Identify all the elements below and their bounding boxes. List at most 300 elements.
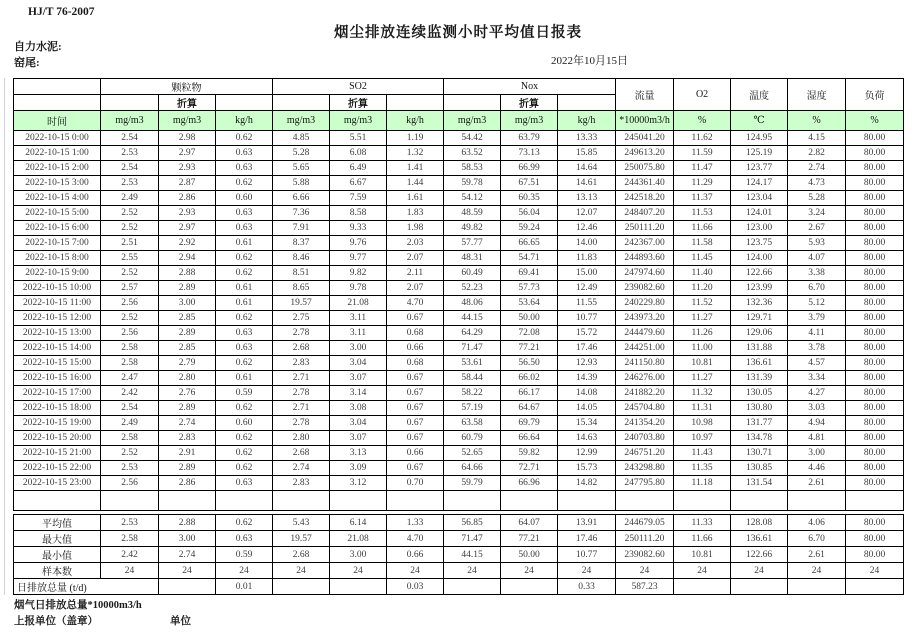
value-cell: 80.00 bbox=[846, 386, 904, 401]
value-cell: 24 bbox=[387, 563, 444, 579]
value-cell: 8.51 bbox=[273, 266, 330, 281]
value-cell: 2.52 bbox=[101, 311, 159, 326]
column-humidity: 湿度 bbox=[788, 79, 846, 111]
value-cell: 14.00 bbox=[558, 236, 616, 251]
value-cell: 4.73 bbox=[788, 176, 846, 191]
value-cell: 0.59 bbox=[216, 386, 273, 401]
value-cell: 71.47 bbox=[444, 531, 501, 547]
time-cell: 2022-10-15 9:00 bbox=[14, 266, 101, 281]
value-cell: 5.51 bbox=[330, 131, 387, 146]
unit-cell: ℃ bbox=[731, 111, 788, 131]
value-cell: 3.04 bbox=[330, 356, 387, 371]
value-cell: 80.00 bbox=[846, 446, 904, 461]
time-cell: 2022-10-15 14:00 bbox=[14, 341, 101, 356]
blank-cell bbox=[444, 95, 501, 111]
value-cell: 11.40 bbox=[674, 266, 731, 281]
value-cell: 3.78 bbox=[788, 341, 846, 356]
time-cell: 2022-10-15 23:00 bbox=[14, 476, 101, 491]
value-cell: 12.99 bbox=[558, 446, 616, 461]
value-cell: 6.08 bbox=[330, 146, 387, 161]
value-cell: 0.62 bbox=[216, 311, 273, 326]
value-cell: 59.82 bbox=[501, 446, 558, 461]
time-cell: 2022-10-15 17:00 bbox=[14, 386, 101, 401]
time-cell: 2022-10-15 12:00 bbox=[14, 311, 101, 326]
value-cell: 58.44 bbox=[444, 371, 501, 386]
value-cell: 11.18 bbox=[674, 476, 731, 491]
value-cell bbox=[846, 579, 904, 595]
value-cell: 80.00 bbox=[846, 341, 904, 356]
value-cell: 8.58 bbox=[330, 206, 387, 221]
value-cell: 5.28 bbox=[273, 146, 330, 161]
value-cell: 2.54 bbox=[101, 161, 159, 176]
value-cell: 242518.20 bbox=[616, 191, 674, 206]
value-cell: 24 bbox=[159, 563, 216, 579]
blank-cell bbox=[501, 491, 558, 511]
value-cell: 21.08 bbox=[330, 296, 387, 311]
value-cell: 11.33 bbox=[674, 515, 731, 531]
value-cell: 3.13 bbox=[330, 446, 387, 461]
value-cell: 0.61 bbox=[216, 236, 273, 251]
value-cell: 2.93 bbox=[159, 161, 216, 176]
unit-label: 单位 bbox=[170, 616, 191, 627]
value-cell: 0.62 bbox=[216, 461, 273, 476]
value-cell: 0.63 bbox=[216, 326, 273, 341]
value-cell: 2.97 bbox=[159, 221, 216, 236]
blank-cell bbox=[616, 491, 674, 511]
blank-cell bbox=[558, 95, 616, 111]
value-cell: 244679.05 bbox=[616, 515, 674, 531]
value-cell: 5.65 bbox=[273, 161, 330, 176]
value-cell: 72.08 bbox=[501, 326, 558, 341]
value-cell: 66.17 bbox=[501, 386, 558, 401]
summary-row-label: 最小值 bbox=[14, 547, 101, 563]
value-cell: 0.63 bbox=[216, 161, 273, 176]
summary-row-label: 最大值 bbox=[14, 531, 101, 547]
value-cell: 53.64 bbox=[501, 296, 558, 311]
value-cell: 0.62 bbox=[216, 515, 273, 531]
value-cell: 1.41 bbox=[387, 161, 444, 176]
summary-rows bbox=[14, 515, 904, 595]
column-group-so2: SO2 bbox=[273, 79, 444, 95]
value-cell: 124.17 bbox=[731, 176, 788, 191]
main-table bbox=[13, 78, 904, 511]
blank-cell bbox=[14, 95, 101, 111]
value-cell: 2.58 bbox=[101, 431, 159, 446]
summary-row-label: 平均值 bbox=[14, 515, 101, 531]
value-cell: 241882.20 bbox=[616, 386, 674, 401]
table-row bbox=[14, 431, 904, 446]
value-cell: 0.66 bbox=[387, 341, 444, 356]
value-cell: 0.70 bbox=[387, 476, 444, 491]
value-cell: 5.12 bbox=[788, 296, 846, 311]
value-cell: 11.83 bbox=[558, 251, 616, 266]
value-cell: 24 bbox=[616, 563, 674, 579]
value-cell: 3.03 bbox=[788, 401, 846, 416]
table-row bbox=[14, 281, 904, 296]
value-cell: 0.66 bbox=[387, 446, 444, 461]
daily-total-label: 日排放总量 (t/d) bbox=[14, 579, 159, 595]
value-cell: 122.66 bbox=[731, 266, 788, 281]
blank-cell bbox=[216, 95, 273, 111]
value-cell: 59.24 bbox=[501, 221, 558, 236]
value-cell: 80.00 bbox=[846, 416, 904, 431]
value-cell: 2.74 bbox=[273, 461, 330, 476]
value-cell: 24 bbox=[674, 563, 731, 579]
value-cell: 241354.20 bbox=[616, 416, 674, 431]
value-cell: 56.04 bbox=[501, 206, 558, 221]
value-cell: 13.91 bbox=[558, 515, 616, 531]
value-cell: 2.94 bbox=[159, 251, 216, 266]
value-cell bbox=[159, 579, 216, 595]
value-cell: 0.67 bbox=[387, 416, 444, 431]
value-cell: 0.63 bbox=[216, 206, 273, 221]
column-group-nox: Nox bbox=[444, 79, 616, 95]
value-cell: 10.77 bbox=[558, 547, 616, 563]
value-cell: 3.00 bbox=[159, 296, 216, 311]
value-cell: 15.73 bbox=[558, 461, 616, 476]
value-cell: 12.07 bbox=[558, 206, 616, 221]
value-cell: 11.31 bbox=[674, 401, 731, 416]
value-cell: 131.54 bbox=[731, 476, 788, 491]
value-cell: 11.43 bbox=[674, 446, 731, 461]
value-cell: 80.00 bbox=[846, 356, 904, 371]
value-cell: 69.41 bbox=[501, 266, 558, 281]
value-cell: 64.07 bbox=[501, 515, 558, 531]
value-cell: 2.71 bbox=[273, 401, 330, 416]
value-cell: 6.66 bbox=[273, 191, 330, 206]
value-cell: 2.51 bbox=[101, 236, 159, 251]
value-cell: 3.24 bbox=[788, 206, 846, 221]
value-cell: 13.13 bbox=[558, 191, 616, 206]
value-cell: 239082.60 bbox=[616, 281, 674, 296]
value-cell: 3.07 bbox=[330, 431, 387, 446]
value-cell: 2.54 bbox=[101, 131, 159, 146]
value-cell: 587.23 bbox=[616, 579, 674, 595]
value-cell: 123.77 bbox=[731, 161, 788, 176]
summary-table bbox=[13, 514, 904, 595]
value-cell: 1.83 bbox=[387, 206, 444, 221]
value-cell: 2.68 bbox=[273, 547, 330, 563]
column-group-pm: 颗粒物 bbox=[101, 79, 273, 95]
value-cell: 2.61 bbox=[788, 547, 846, 563]
value-cell: 48.31 bbox=[444, 251, 501, 266]
value-cell: 12.49 bbox=[558, 281, 616, 296]
value-cell: 54.12 bbox=[444, 191, 501, 206]
blank-cell bbox=[14, 79, 101, 95]
value-cell: 13.33 bbox=[558, 131, 616, 146]
value-cell: 80.00 bbox=[846, 131, 904, 146]
value-cell: 2.92 bbox=[159, 236, 216, 251]
value-cell: 2.74 bbox=[159, 416, 216, 431]
value-cell: 10.81 bbox=[674, 547, 731, 563]
table-row bbox=[14, 341, 904, 356]
value-cell: 0.67 bbox=[387, 371, 444, 386]
blank-cell bbox=[674, 491, 731, 511]
value-cell: 14.61 bbox=[558, 176, 616, 191]
value-cell: 11.53 bbox=[674, 206, 731, 221]
value-cell: 242367.00 bbox=[616, 236, 674, 251]
value-cell: 1.33 bbox=[387, 515, 444, 531]
table-row bbox=[14, 326, 904, 341]
blank-cell bbox=[273, 491, 330, 511]
unit-cell: mg/m3 bbox=[273, 111, 330, 131]
value-cell: 123.00 bbox=[731, 221, 788, 236]
value-cell: 2.78 bbox=[273, 386, 330, 401]
value-cell: 0.61 bbox=[216, 281, 273, 296]
value-cell: 130.85 bbox=[731, 461, 788, 476]
value-cell: 14.82 bbox=[558, 476, 616, 491]
value-cell: 241150.80 bbox=[616, 356, 674, 371]
value-cell: 52.65 bbox=[444, 446, 501, 461]
value-cell: 7.36 bbox=[273, 206, 330, 221]
value-cell: 129.71 bbox=[731, 311, 788, 326]
value-cell: 2.47 bbox=[101, 371, 159, 386]
value-cell: 2.87 bbox=[159, 176, 216, 191]
value-cell: 49.82 bbox=[444, 221, 501, 236]
value-cell: 129.06 bbox=[731, 326, 788, 341]
table-row bbox=[14, 221, 904, 236]
value-cell: 64.66 bbox=[444, 461, 501, 476]
value-cell: 243298.80 bbox=[616, 461, 674, 476]
table-row bbox=[14, 476, 904, 491]
value-cell: 124.00 bbox=[731, 251, 788, 266]
value-cell: 9.82 bbox=[330, 266, 387, 281]
value-cell: 24 bbox=[846, 563, 904, 579]
value-cell: 63.79 bbox=[501, 131, 558, 146]
table-row bbox=[14, 296, 904, 311]
value-cell bbox=[273, 579, 330, 595]
value-cell: 2.74 bbox=[788, 161, 846, 176]
table-row bbox=[14, 401, 904, 416]
table-row bbox=[14, 461, 904, 476]
summary-row bbox=[14, 531, 904, 547]
value-cell: 3.08 bbox=[330, 401, 387, 416]
value-cell: 2.53 bbox=[101, 146, 159, 161]
value-cell: 4.07 bbox=[788, 251, 846, 266]
column-load: 负荷 bbox=[846, 79, 904, 111]
daily-total-row bbox=[14, 579, 904, 595]
value-cell: 4.81 bbox=[788, 431, 846, 446]
value-cell: 2.56 bbox=[101, 476, 159, 491]
value-cell: 123.75 bbox=[731, 236, 788, 251]
value-cell: 2.88 bbox=[159, 515, 216, 531]
value-cell: 80.00 bbox=[846, 311, 904, 326]
value-cell: 131.77 bbox=[731, 416, 788, 431]
value-cell: 7.59 bbox=[330, 191, 387, 206]
value-cell: 125.19 bbox=[731, 146, 788, 161]
value-cell: 24 bbox=[330, 563, 387, 579]
value-cell: 14.08 bbox=[558, 386, 616, 401]
value-cell: 12.93 bbox=[558, 356, 616, 371]
value-cell: 2.89 bbox=[159, 401, 216, 416]
value-cell: 246276.00 bbox=[616, 371, 674, 386]
value-cell: 2.89 bbox=[159, 461, 216, 476]
value-cell: 3.00 bbox=[330, 341, 387, 356]
value-cell: 248407.20 bbox=[616, 206, 674, 221]
report-date: 2022年10月15日 bbox=[551, 55, 628, 67]
value-cell: 24 bbox=[788, 563, 846, 579]
value-cell: 7.91 bbox=[273, 221, 330, 236]
value-cell: 6.70 bbox=[788, 281, 846, 296]
value-cell: 2.52 bbox=[101, 206, 159, 221]
value-cell: 69.79 bbox=[501, 416, 558, 431]
so2-converted-label: 折算 bbox=[330, 95, 387, 111]
unit-cell: % bbox=[846, 111, 904, 131]
value-cell: 2.85 bbox=[159, 311, 216, 326]
value-cell: 0.59 bbox=[216, 547, 273, 563]
value-cell: 5.93 bbox=[788, 236, 846, 251]
value-cell: 57.73 bbox=[501, 281, 558, 296]
value-cell: 9.77 bbox=[330, 251, 387, 266]
unit-cell: *10000m3/h bbox=[616, 111, 674, 131]
value-cell: 0.62 bbox=[216, 431, 273, 446]
value-cell: 2.42 bbox=[101, 547, 159, 563]
unit-cell: mg/m3 bbox=[101, 111, 159, 131]
value-cell bbox=[330, 579, 387, 595]
value-cell: 11.35 bbox=[674, 461, 731, 476]
value-cell: 15.72 bbox=[558, 326, 616, 341]
value-cell: 2.49 bbox=[101, 416, 159, 431]
time-cell: 2022-10-15 18:00 bbox=[14, 401, 101, 416]
value-cell: 14.64 bbox=[558, 161, 616, 176]
value-cell bbox=[501, 579, 558, 595]
value-cell: 8.65 bbox=[273, 281, 330, 296]
site-label: 窑尾: bbox=[14, 57, 40, 69]
value-cell: 24 bbox=[558, 563, 616, 579]
value-cell: 3.12 bbox=[330, 476, 387, 491]
value-cell: 0.62 bbox=[216, 356, 273, 371]
time-cell: 2022-10-15 4:00 bbox=[14, 191, 101, 206]
blank-cell bbox=[788, 491, 846, 511]
value-cell: 80.00 bbox=[846, 146, 904, 161]
report-table-area bbox=[13, 78, 904, 595]
value-cell: 15.85 bbox=[558, 146, 616, 161]
value-cell: 2.75 bbox=[273, 311, 330, 326]
summary-row-label: 样本数 bbox=[14, 563, 101, 579]
value-cell: 0.67 bbox=[387, 401, 444, 416]
reporting-unit-label: 上报单位（盖章） bbox=[14, 616, 98, 627]
time-cell: 2022-10-15 2:00 bbox=[14, 161, 101, 176]
value-cell: 244361.40 bbox=[616, 176, 674, 191]
value-cell: 4.85 bbox=[273, 131, 330, 146]
value-cell: 58.53 bbox=[444, 161, 501, 176]
value-cell: 4.70 bbox=[387, 531, 444, 547]
value-cell: 250075.80 bbox=[616, 161, 674, 176]
value-cell: 72.71 bbox=[501, 461, 558, 476]
value-cell: 245704.80 bbox=[616, 401, 674, 416]
value-cell: 4.11 bbox=[788, 326, 846, 341]
value-cell: 240229.80 bbox=[616, 296, 674, 311]
time-cell: 2022-10-15 1:00 bbox=[14, 146, 101, 161]
value-cell: 5.43 bbox=[273, 515, 330, 531]
value-cell: 130.71 bbox=[731, 446, 788, 461]
value-cell: 80.00 bbox=[846, 281, 904, 296]
table-row bbox=[14, 386, 904, 401]
value-cell: 123.04 bbox=[731, 191, 788, 206]
value-cell: 24 bbox=[273, 563, 330, 579]
value-cell: 244479.60 bbox=[616, 326, 674, 341]
value-cell: 2.80 bbox=[273, 431, 330, 446]
value-cell: 2.82 bbox=[788, 146, 846, 161]
value-cell: 2.52 bbox=[101, 446, 159, 461]
value-cell bbox=[788, 579, 846, 595]
value-cell: 2.52 bbox=[101, 266, 159, 281]
value-cell: 8.46 bbox=[273, 251, 330, 266]
blank-cell bbox=[387, 491, 444, 511]
value-cell: 44.15 bbox=[444, 547, 501, 563]
value-cell bbox=[674, 579, 731, 595]
value-cell: 245041.20 bbox=[616, 131, 674, 146]
value-cell: 134.78 bbox=[731, 431, 788, 446]
value-cell: 2.58 bbox=[101, 356, 159, 371]
value-cell: 3.00 bbox=[330, 547, 387, 563]
value-cell: 56.50 bbox=[501, 356, 558, 371]
value-cell: 11.37 bbox=[674, 191, 731, 206]
time-cell: 2022-10-15 5:00 bbox=[14, 206, 101, 221]
blank-cell bbox=[731, 491, 788, 511]
value-cell: 249613.20 bbox=[616, 146, 674, 161]
value-cell: 4.70 bbox=[387, 296, 444, 311]
table-row bbox=[14, 131, 904, 146]
value-cell: 0.03 bbox=[387, 579, 444, 595]
blank-cell bbox=[558, 491, 616, 511]
value-cell: 19.57 bbox=[273, 531, 330, 547]
value-cell: 1.98 bbox=[387, 221, 444, 236]
data-rows bbox=[14, 131, 904, 511]
time-cell: 2022-10-15 8:00 bbox=[14, 251, 101, 266]
value-cell: 0.61 bbox=[216, 371, 273, 386]
value-cell: 2.54 bbox=[101, 401, 159, 416]
value-cell: 250111.20 bbox=[616, 531, 674, 547]
value-cell: 64.67 bbox=[501, 401, 558, 416]
value-cell: 3.79 bbox=[788, 311, 846, 326]
time-cell: 2022-10-15 7:00 bbox=[14, 236, 101, 251]
value-cell: 11.62 bbox=[674, 131, 731, 146]
value-cell: 80.00 bbox=[846, 236, 904, 251]
pm-converted-label: 折算 bbox=[159, 95, 216, 111]
column-temperature: 温度 bbox=[731, 79, 788, 111]
value-cell: 80.00 bbox=[846, 515, 904, 531]
standard-code: HJ/T 76-2007 bbox=[28, 6, 95, 18]
value-cell: 240703.80 bbox=[616, 431, 674, 446]
value-cell: 0.62 bbox=[216, 176, 273, 191]
value-cell: 11.66 bbox=[674, 531, 731, 547]
unit-cell: kg/h bbox=[387, 111, 444, 131]
table-row bbox=[14, 206, 904, 221]
value-cell: 59.78 bbox=[444, 176, 501, 191]
value-cell: 5.88 bbox=[273, 176, 330, 191]
summary-row bbox=[14, 563, 904, 579]
unit-cell: kg/h bbox=[216, 111, 273, 131]
value-cell: 2.53 bbox=[101, 176, 159, 191]
value-cell: 2.98 bbox=[159, 131, 216, 146]
value-cell: 2.74 bbox=[159, 547, 216, 563]
time-cell: 2022-10-15 6:00 bbox=[14, 221, 101, 236]
value-cell: 48.06 bbox=[444, 296, 501, 311]
value-cell: 11.27 bbox=[674, 311, 731, 326]
value-cell: 136.61 bbox=[731, 531, 788, 547]
value-cell: 3.00 bbox=[788, 446, 846, 461]
value-cell: 239082.60 bbox=[616, 547, 674, 563]
value-cell: 80.00 bbox=[846, 266, 904, 281]
value-cell: 64.29 bbox=[444, 326, 501, 341]
value-cell: 57.77 bbox=[444, 236, 501, 251]
table-row bbox=[14, 191, 904, 206]
value-cell: 3.38 bbox=[788, 266, 846, 281]
time-cell: 2022-10-15 19:00 bbox=[14, 416, 101, 431]
value-cell: 50.00 bbox=[501, 547, 558, 563]
value-cell: 2.56 bbox=[101, 326, 159, 341]
